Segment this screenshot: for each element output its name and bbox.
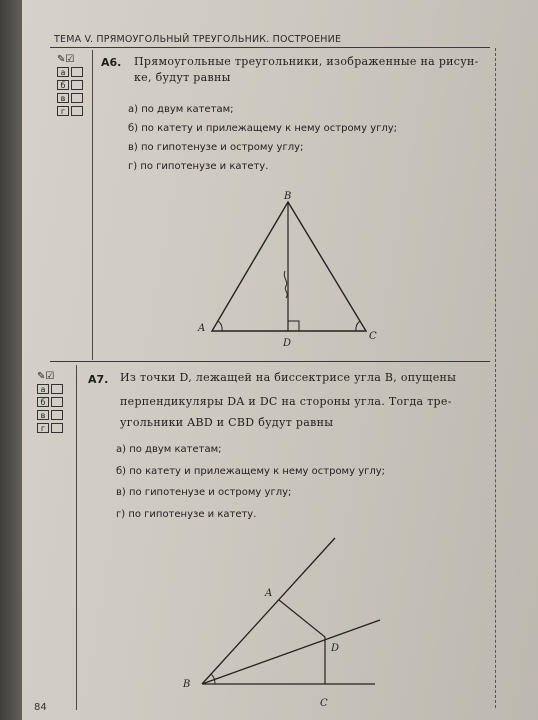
page-header: ТЕМА V. ПРЯМОУГОЛЬНЫЙ ТРЕУГОЛЬНИК. ПОСТРОЕНИЕ [54, 34, 342, 45]
mark-box[interactable] [71, 80, 83, 90]
handwritten-mark [284, 271, 287, 298]
q7-option-v: в) по гипотенузе и острому углу; [116, 487, 292, 498]
mark-box[interactable] [51, 423, 63, 433]
answer-box-v[interactable]: в [57, 93, 69, 103]
angle-b-arc [211, 674, 215, 684]
q6-option-g: г) по гипотенузе и катету. [128, 161, 269, 172]
mark-box[interactable] [51, 397, 63, 407]
q7-answer-grid [37, 370, 63, 435]
pencil-check-icon: ✎☑ [37, 370, 55, 382]
page-number: 84 [34, 702, 47, 713]
label-c: C [369, 331, 377, 342]
answer-box-g[interactable]: г [57, 106, 69, 116]
answer-box-v[interactable]: в [37, 410, 49, 420]
angle-c-arc [356, 321, 360, 331]
margin-rule [76, 365, 77, 710]
answer-box-a[interactable]: а [37, 384, 49, 394]
label-c: C [320, 698, 328, 709]
answer-box-b[interactable]: б [37, 397, 49, 407]
q6-option-a: а) по двум катетам; [128, 104, 234, 115]
mark-box[interactable] [51, 384, 63, 394]
q6-text-line1: Прямоугольные треугольники, изображенные на рисун- [134, 55, 479, 68]
mark-box[interactable] [71, 93, 83, 103]
q7-text-line2: перпендикуляры DA и DC на стороны угла. Тогда тре- [120, 395, 452, 408]
label-b: B [183, 679, 191, 690]
section-rule [50, 361, 490, 362]
mark-box[interactable] [51, 410, 63, 420]
q7-text-line3: угольники ABD и CBD будут равны [120, 416, 334, 429]
answer-box-g[interactable]: г [37, 423, 49, 433]
mark-box[interactable] [71, 106, 83, 116]
label-a: A [265, 588, 273, 599]
label-d: D [283, 338, 292, 349]
q7-angle-figure [175, 530, 385, 715]
pencil-check-icon: ✎☑ [57, 53, 75, 65]
q6-answer-grid [57, 53, 83, 118]
q7-option-a: а) по двум катетам; [116, 444, 222, 455]
cut-line [495, 48, 496, 708]
q6-text-line2: ке, будут равны [134, 71, 231, 84]
q7-text-line1: Из точки D, лежащей на биссектрисе угла B, опущены [120, 371, 457, 384]
ray-ba [202, 538, 335, 684]
answer-box-a[interactable]: а [57, 67, 69, 77]
label-d: D [331, 643, 340, 654]
q6-triangle-figure [190, 188, 390, 353]
q7-number: А7. [88, 373, 109, 386]
right-angle-mark [288, 321, 299, 331]
q6-option-b: б) по катету и прилежащему к нему острому углу; [128, 123, 398, 134]
q7-option-b: б) по катету и прилежащему к нему острому углу; [116, 466, 386, 477]
header-rule [50, 47, 490, 48]
q6-number: А6. [101, 56, 122, 69]
perpendicular-da [279, 600, 325, 637]
q6-option-v: в) по гипотенузе и острому углу; [128, 142, 304, 153]
label-a: A [198, 323, 206, 334]
triangle-abc [212, 202, 366, 331]
margin-rule [92, 50, 93, 360]
mark-box[interactable] [71, 67, 83, 77]
label-b: B [284, 191, 292, 202]
q7-option-g: г) по гипотенузе и катету. [116, 509, 257, 520]
answer-box-b[interactable]: б [57, 80, 69, 90]
bisector-bd [202, 620, 380, 684]
angle-a-arc [218, 321, 222, 331]
